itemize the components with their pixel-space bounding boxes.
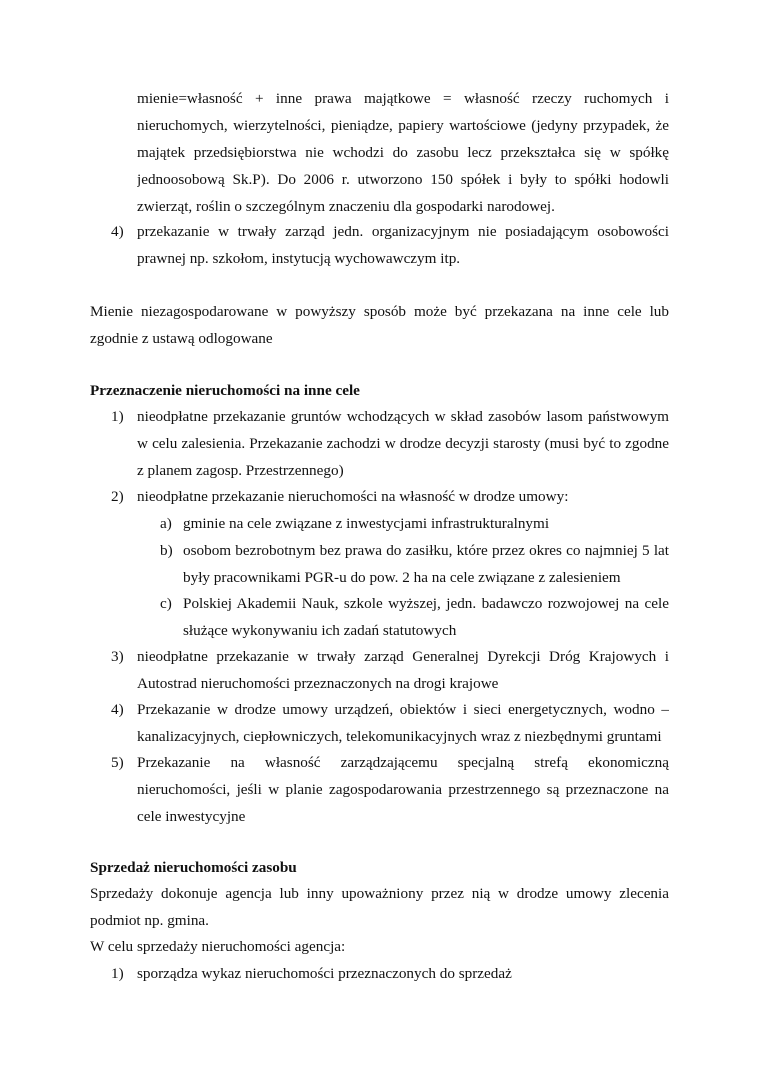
purpose-item-5-line-1: Przekazanie na własność zarządzającemu specjalną strefą ekonomiczną <box>137 754 669 771</box>
sale-paragraph-line-1: Sprzedaży dokonuje agencja lub inny upoważniony przez nią w drodze umowy zlecenia <box>90 885 669 902</box>
purpose-item-3-line-2: Autostrad nieruchomości przeznaczonych na drogi krajowe <box>137 675 499 692</box>
top-item-4-number: 4) <box>111 223 124 240</box>
intro-line-5: zwierząt, roślin o szczególnym znaczeniu dla gospodarki narodowej. <box>137 198 555 215</box>
purpose-subitem-c-letter: c) <box>160 595 172 612</box>
intro-line-3: majątek przedsiębiorstwa nie wchodzi do zasobu lecz przekształca się w spółkę <box>137 144 669 161</box>
purpose-item-1-line-1: nieodpłatne przekazanie gruntów wchodzących w skład zasobów lasom państwowym <box>137 408 669 425</box>
section-heading-sale: Sprzedaż nieruchomości zasobu <box>90 859 297 876</box>
purpose-item-3-line-1: nieodpłatne przekazanie w trwały zarząd Generalnej Dyrekcji Dróg Krajowych i <box>137 648 669 665</box>
purpose-subitem-c-line-2: służące wykonywaniu ich zadań statutowych <box>183 622 457 639</box>
purpose-item-3-number: 3) <box>111 648 124 665</box>
unmanaged-paragraph-line-2: zgodnie z ustawą odlogowane <box>90 330 273 347</box>
purpose-item-5-line-3: cele inwestycyjne <box>137 808 246 825</box>
unmanaged-paragraph-line-1: Mienie niezagospodarowane w powyższy sposób może być przekazana na inne cele lub <box>90 303 669 320</box>
section-heading-other-purposes: Przeznaczenie nieruchomości na inne cele <box>90 382 360 399</box>
purpose-item-1-line-2: w celu zalesienia. Przekazanie zachodzi w drodze decyzji starosty (musi być to zgodne <box>137 435 669 452</box>
purpose-item-1-line-3: z planem zagosp. Przestrzennego) <box>137 462 344 479</box>
sale-paragraph-line-2: podmiot np. gmina. <box>90 912 209 929</box>
purpose-subitem-c-line-1: Polskiej Akademii Nauk, szkole wyższej, jedn. badawczo rozwojowej na cele <box>183 595 669 612</box>
purpose-item-4-line-1: Przekazanie w drodze umowy urządzeń, obiektów i sieci energetycznych, wodno – <box>137 701 669 718</box>
purpose-item-4-number: 4) <box>111 701 124 718</box>
purpose-subitem-a-letter: a) <box>160 515 172 532</box>
purpose-item-4-line-2: kanalizacyjnych, ciepłowniczych, telekomunikacyjnych wraz z niezbędnymi gruntami <box>137 728 662 745</box>
intro-line-2: nieruchomych, wierzytelności, pieniądze, papiery wartościowe (jedyny przypadek, że <box>137 117 669 134</box>
sale-item-1-line-1: sporządza wykaz nieruchomości przeznaczonych do sprzedaż <box>137 965 512 982</box>
purpose-item-5-line-2: nieruchomości, jeśli w planie zagospodarowania przestrzennego są przeznaczone na <box>137 781 669 798</box>
purpose-item-2-line-1: nieodpłatne przekazanie nieruchomości na własność w drodze umowy: <box>137 488 569 505</box>
intro-line-1: mienie=własność + inne prawa majątkowe = własność rzeczy ruchomych i <box>137 90 669 107</box>
purpose-item-2-number: 2) <box>111 488 124 505</box>
sale-item-1-number: 1) <box>111 965 124 982</box>
sale-intro-line: W celu sprzedaży nieruchomości agencja: <box>90 938 346 955</box>
purpose-item-1-number: 1) <box>111 408 124 425</box>
purpose-item-5-number: 5) <box>111 754 124 771</box>
top-item-4-line-1: przekazanie w trwały zarząd jedn. organizacyjnym nie posiadającym osobowości <box>137 223 669 240</box>
purpose-subitem-b-line-1: osobom bezrobotnym bez prawa do zasiłku, które przez okres co najmniej 5 lat <box>183 542 669 559</box>
purpose-subitem-b-line-2: były pracownikami PGR-u do pow. 2 ha na cele związane z zalesieniem <box>183 569 621 586</box>
purpose-subitem-a-line-1: gminie na cele związane z inwestycjami infrastrukturalnymi <box>183 515 550 532</box>
purpose-subitem-b-letter: b) <box>160 542 173 559</box>
top-item-4-line-2: prawnej np. szkołom, instytucją wychowawczym itp. <box>137 250 461 267</box>
intro-line-4: jednoosobową Sk.P). Do 2006 r. utworzono 150 spółek i były to spółki hodowli <box>137 171 669 188</box>
